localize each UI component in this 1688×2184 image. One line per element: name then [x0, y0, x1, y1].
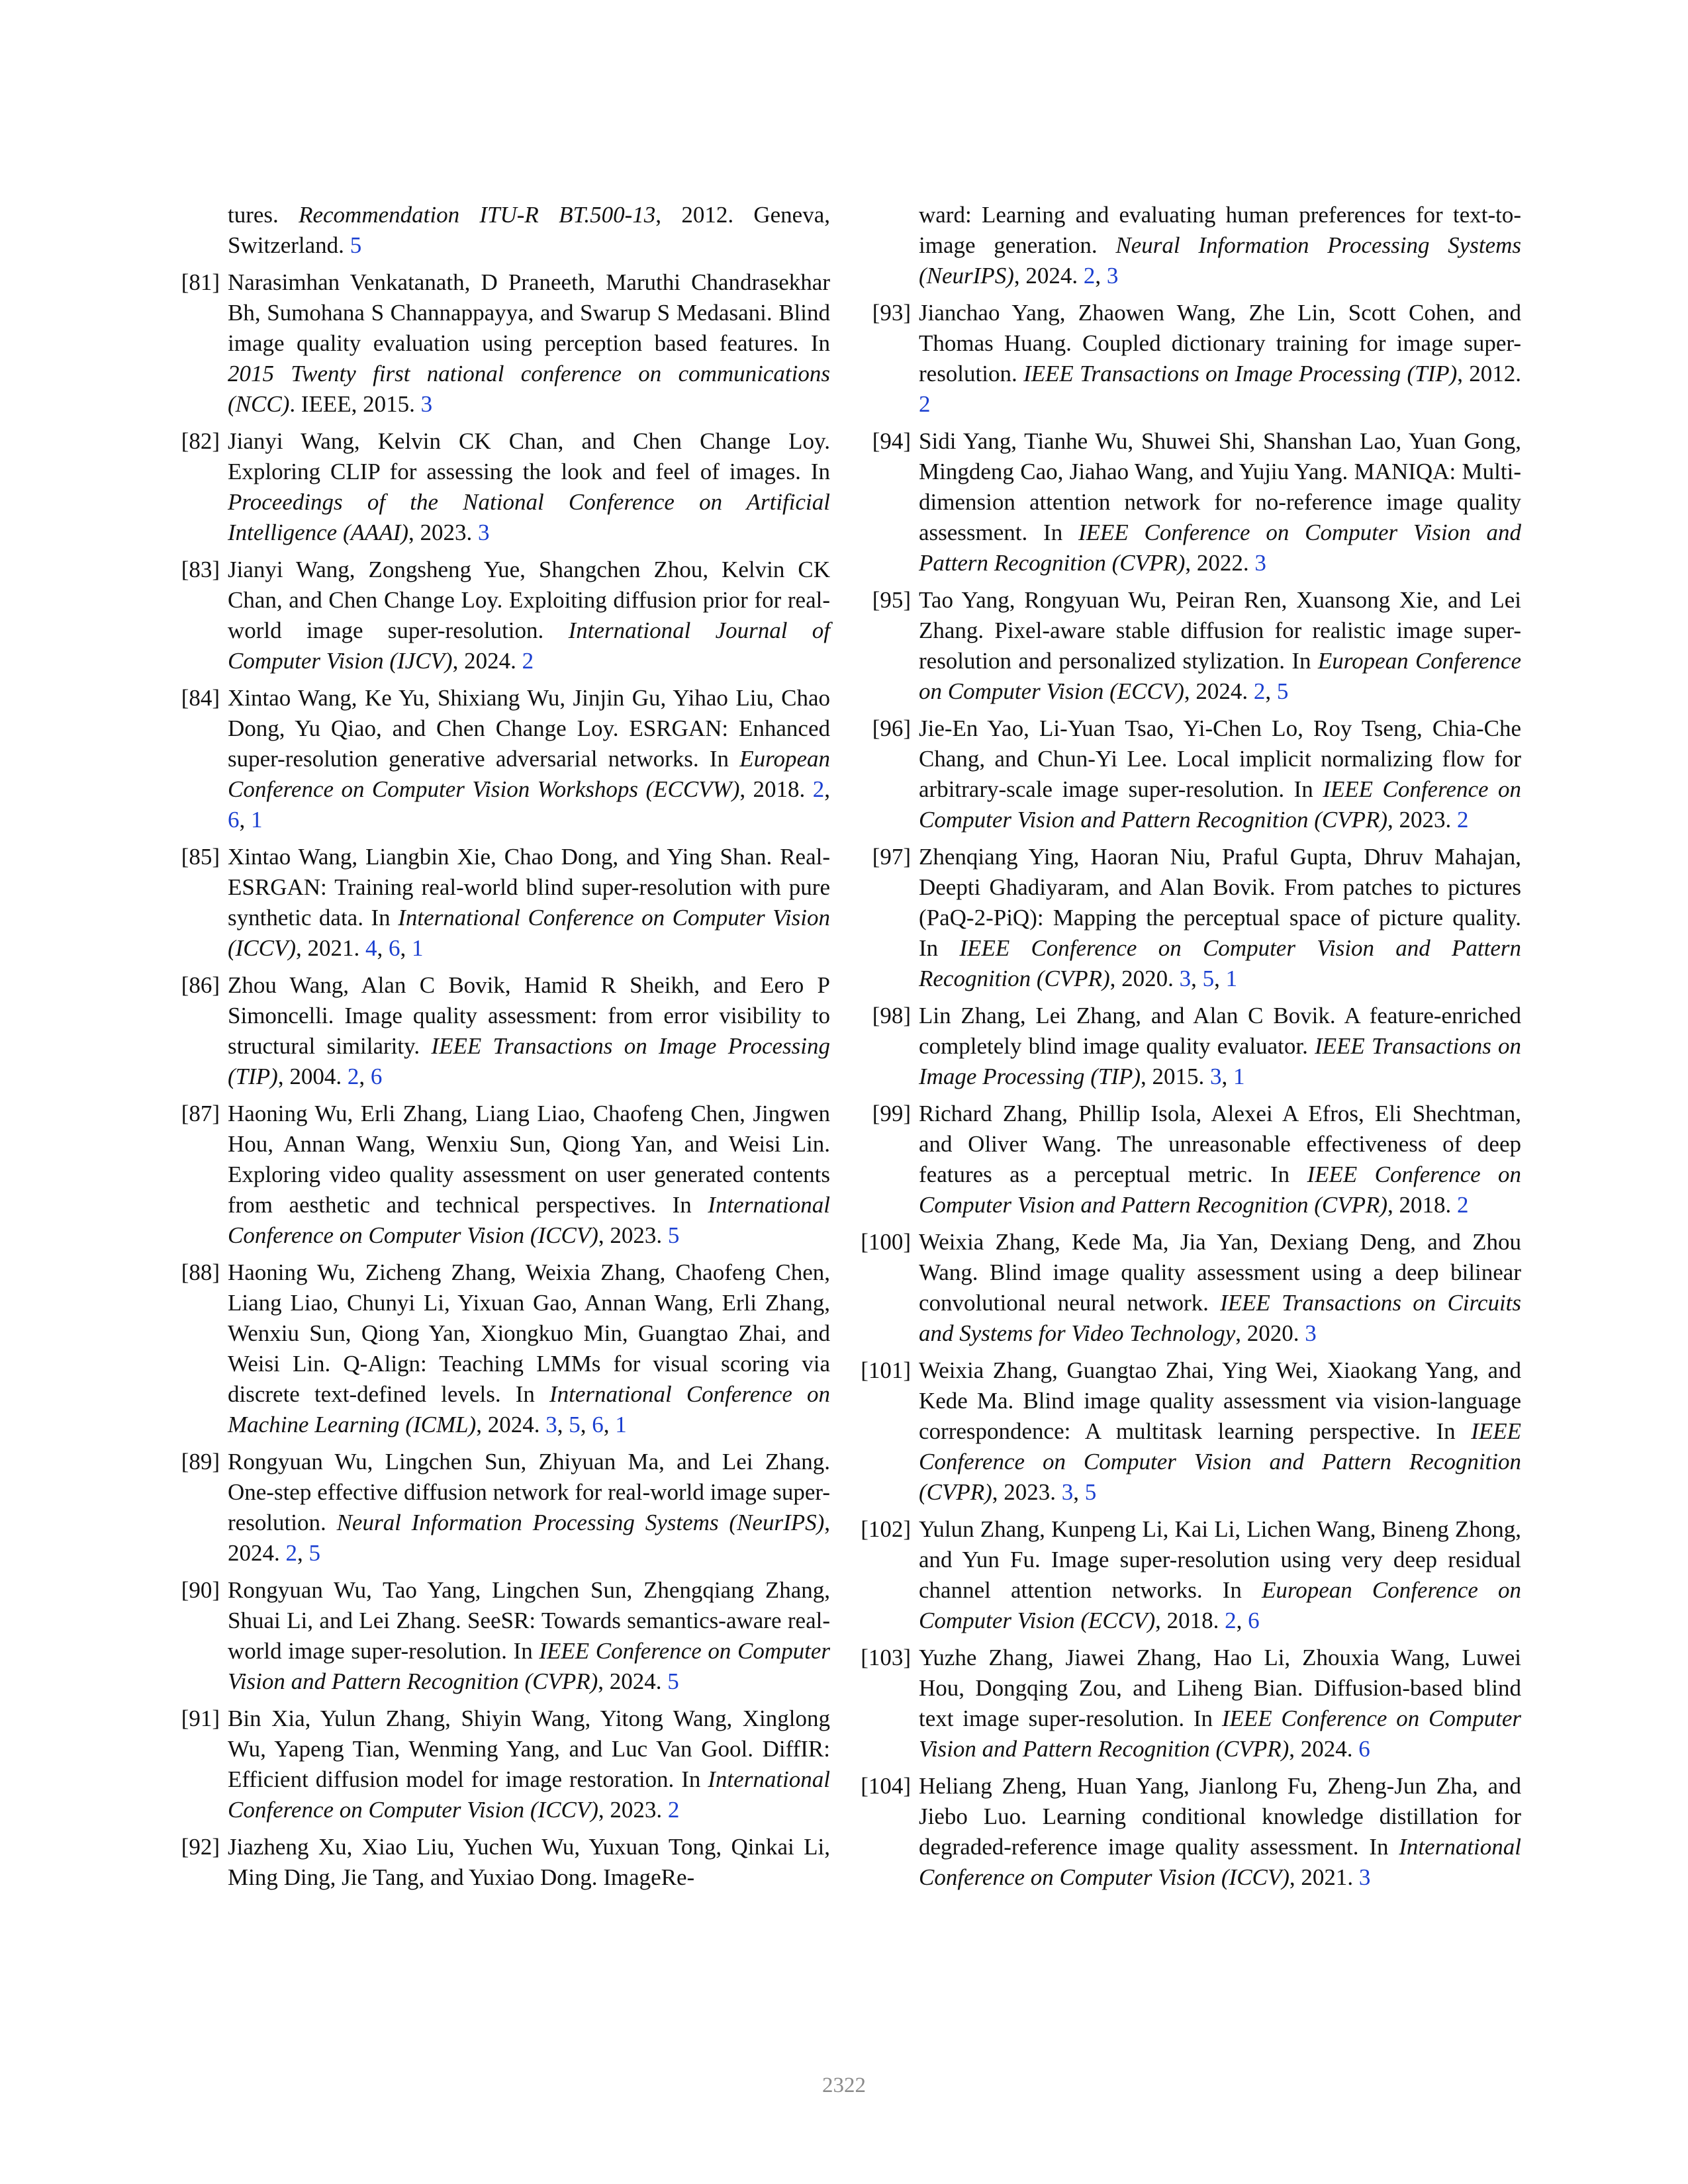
backref-page-link[interactable]: 2 — [522, 648, 534, 674]
reference-year: , 2012. Geneva, Switzerland. — [228, 202, 830, 258]
reference-entry: [85] Xintao Wang, Liangbin Xie, Chao Dong, and Ying Shan. Real-ESRGAN: Training real-world blind super-resolution with pure synthetic data. In International Conference on Computer Vision (ICCV), 2021. 4, 6, 1 — [167, 842, 830, 964]
reference-venue: IEEE Conference on Computer Vision and Pattern Recognition (CVPR) — [228, 1638, 831, 1694]
reference-entry — [858, 713, 1521, 835]
reference-year: , 2021. — [296, 935, 360, 961]
reference-authors-title: Heliang Zheng, Huan Yang, Jianlong Fu, Zheng-Jun Zha, and Jiebo Luo. Learning conditional knowledge distillation for degraded-reference image quality assessment. In — [919, 1773, 1521, 1860]
backref-page-link[interactable]: 2 — [1225, 1608, 1237, 1633]
reference-venue: IEEE Conference on Computer Vision and Pattern Recognition (CVPR) — [919, 935, 1522, 991]
backref-page-link[interactable]: 5 — [1276, 678, 1289, 704]
reference-authors-title: Haoning Wu, Erli Zhang, Liang Liao, Chaofeng Chen, Jingwen Hou, Annan Wang, Wenxiu Sun, Qiong Yan, and Weisi Lin. Exploring video quality assessment on user generated contents from aesthetic and technical perspectives. In — [228, 1101, 830, 1218]
reference-number: [88] — [181, 1259, 220, 1285]
reference-entry: [86] Zhou Wang, Alan C Bovik, Hamid R Sheikh, and Eero P Simoncelli. Image quality assessment: from error visibility to structural similarity. IEEE Transactions on Image Processing (TIP), 2004. 2, 6 — [167, 970, 830, 1092]
reference-authors-title: Jie-En Yao, Li-Yuan Tsao, Yi-Chen Lo, Roy Tseng, Chia-Che Chang, and Chun-Yi Lee. Local implicit normalizing flow for arbitrary-scale image super-resolution. In — [919, 715, 1521, 802]
backref-page-link[interactable]: 6 — [1248, 1608, 1260, 1633]
reference-year: , 2023. — [992, 1479, 1056, 1505]
backref-page-link[interactable]: 2 — [1457, 1192, 1469, 1218]
reference-year: , 2023. — [598, 1797, 663, 1823]
reference-entry — [858, 1771, 1521, 1893]
backref-page-link[interactable]: 6 — [370, 1064, 383, 1089]
reference-number: [93] — [872, 300, 911, 326]
backref-page-link[interactable]: 6 — [389, 935, 400, 961]
reference-entry: [98] Lin Zhang, Lei Zhang, and Alan C Bovik. A feature-enriched completely blind image quality evaluator. IEEE Transactions on Image Processing (TIP), 2015. 3, 1 — [858, 1001, 1521, 1092]
reference-venue: IEEE Conference on Computer Vision and Pattern Recognition (CVPR) — [919, 1706, 1522, 1762]
reference-number: [100] — [861, 1229, 911, 1255]
reference-entry — [858, 1099, 1521, 1220]
backref-page-link[interactable]: 3 — [1179, 966, 1192, 991]
reference-entry — [167, 1832, 830, 1893]
reference-number: [90] — [181, 1577, 220, 1603]
backref-page-link[interactable]: 3 — [478, 520, 490, 545]
backref-page-link[interactable]: 1 — [615, 1412, 627, 1437]
backref-page-link[interactable]: 3 — [545, 1412, 557, 1437]
reference-year: , 2023. — [408, 520, 473, 545]
reference-number: [98] — [872, 1003, 911, 1028]
reference-number: [83] — [181, 557, 220, 582]
reference-authors-title: Bin Xia, Yulun Zhang, Shiyin Wang, Yitong Wang, Xinglong Wu, Yapeng Tian, Wenming Yang, and Luc Van Gool. DiffIR: Efficient diffusion model for image restoration. In — [228, 1706, 830, 1792]
reference-number: [94] — [872, 428, 911, 454]
reference-year: , 2018. — [1387, 1192, 1452, 1218]
reference-year: , 2024. — [476, 1412, 540, 1437]
reference-number: [84] — [181, 685, 220, 711]
reference-year: , 2020. — [1109, 966, 1174, 991]
reference-authors-title: Jiazheng Xu, Xiao Liu, Yuchen Wu, Yuxuan Tong, Qinkai Li, Ming Ding, Jie Tang, and Yuxiao Dong. ImageRe- — [228, 1834, 830, 1890]
backref-page-link[interactable]: 3 — [1305, 1320, 1317, 1346]
reference-entry: [102] Yulun Zhang, Kunpeng Li, Kai Li, Lichen Wang, Bineng Zhong, and Yun Fu. Image super-resolution using very deep residual channel attention networks. In European Conference on Computer Vision (ECCV), 2018. 2, 6 — [858, 1514, 1521, 1636]
reference-venue: IEEE Conference on Computer Vision and Pattern Recognition (CVPR) — [919, 1418, 1521, 1505]
reference-authors-title: tures. — [228, 202, 279, 228]
reference-number: [101] — [861, 1357, 911, 1383]
reference-authors-title: Jianyi Wang, Kelvin CK Chan, and Chen Change Loy. Exploring CLIP for assessing the look and feel of images. In — [228, 428, 830, 484]
reference-year: , 2018. — [1155, 1608, 1219, 1633]
reference-venue: International Conference on Computer Vision (ICCV) — [919, 1834, 1521, 1890]
reference-number: [104] — [861, 1773, 911, 1799]
reference-entry — [858, 1643, 1521, 1764]
reference-authors-title: Jianyi Wang, Zongsheng Yue, Shangchen Zhou, Kelvin CK Chan, and Chen Change Loy. Exploiting diffusion prior for real-world image super-resolution. — [228, 557, 830, 643]
reference-authors-title: Weixia Zhang, Guangtao Zhai, Ying Wei, Xiaokang Yang, and Kede Ma. Blind image quality assessment via vision-language correspondence: A multitask learning perspective. In — [919, 1357, 1521, 1444]
backref-page-link[interactable]: 4 — [365, 935, 377, 961]
reference-venue: IEEE Conference on Computer Vision and Pattern Recognition (CVPR) — [919, 520, 1521, 576]
reference-authors-title: Narasimhan Venkatanath, D Praneeth, Maruthi Chandrasekhar Bh, Sumohana S Channappayya, and Swarup S Medasani. Blind image quality evaluation using perception based features. In — [228, 269, 830, 356]
reference-authors-title: Yulun Zhang, Kunpeng Li, Kai Li, Lichen Wang, Bineng Zhong, and Yun Fu. Image super-resolution using very deep residual channel attention networks. In — [919, 1516, 1521, 1603]
reference-number: [97] — [872, 844, 911, 870]
reference-year: , 2012. — [1457, 361, 1522, 387]
backref-page-link[interactable]: 3 — [1254, 550, 1266, 576]
backref-page-link[interactable]: 5 — [308, 1540, 320, 1566]
reference-year: , 2022. — [1185, 550, 1249, 576]
backref-page-link[interactable]: 2 — [1253, 678, 1266, 704]
backref-page-link[interactable]: 1 — [1225, 966, 1238, 991]
reference-entry — [167, 1099, 830, 1251]
reference-number: [92] — [181, 1834, 220, 1860]
reference-authors-title: Haoning Wu, Zicheng Zhang, Weixia Zhang, Chaofeng Chen, Liang Liao, Chunyi Li, Yixuan Gao, Annan Wang, Erli Zhang, Wenxiu Sun, Qiong Yan, Xiongkuo Min, Guangtao Zhai, and Weisi Lin. Q-Align: Teaching LMMs for visual scoring via discrete text-defined levels. In — [228, 1259, 830, 1407]
backref-page-link[interactable]: 3 — [1106, 263, 1119, 289]
backref-page-link[interactable]: 6 — [592, 1412, 604, 1437]
reference-number: [82] — [181, 428, 220, 454]
reference-venue: European Conference on Computer Vision (ECCV) — [919, 648, 1521, 704]
reference-authors-title: Yuzhe Zhang, Jiawei Zhang, Hao Li, Zhouxia Wang, Luwei Hou, Dongqing Zou, and Liheng Bian. Diffusion-based blind text image super-resolution. In — [919, 1645, 1521, 1731]
reference-venue: International Journal of Computer Vision (IJCV) — [228, 617, 831, 674]
reference-number: [87] — [181, 1101, 220, 1126]
reference-venue: Proceedings of the National Conference on Artificial Intelligence (AAAI) — [228, 489, 830, 545]
backref-page-link[interactable]: 1 — [412, 935, 424, 961]
reference-number: [81] — [181, 269, 220, 295]
reference-number: [86] — [181, 972, 220, 998]
reference-number: [85] — [181, 844, 220, 870]
reference-year: , 2023. — [1387, 807, 1452, 833]
reference-entry — [167, 200, 830, 261]
reference-year: . IEEE, 2015. — [289, 391, 415, 417]
reference-number: [96] — [872, 715, 911, 741]
reference-authors-title: Tao Yang, Rongyuan Wu, Peiran Ren, Xuansong Xie, and Lei Zhang. Pixel-aware stable diffusion for realistic image super-resolution and personalized stylization. In — [919, 587, 1521, 674]
backref-page-link[interactable]: 5 — [667, 1668, 679, 1694]
reference-authors-title: Richard Zhang, Phillip Isola, Alexei A Efros, Eli Shechtman, and Oliver Wang. The unreasonable effectiveness of deep features as a perceptual metric. In — [919, 1101, 1521, 1187]
reference-authors-title: Weixia Zhang, Kede Ma, Jia Yan, Dexiang Deng, and Zhou Wang. Blind image quality assessment using a deep bilinear convolutional neural network. — [919, 1229, 1521, 1316]
reference-year: , 2024. — [1013, 263, 1078, 289]
reference-venue: European Conference on Computer Vision (ECCV) — [919, 1577, 1522, 1633]
reference-number: [89] — [181, 1449, 220, 1475]
backref-page-link[interactable]: 3 — [1210, 1064, 1222, 1089]
backref-page-link[interactable]: 1 — [251, 807, 263, 833]
reference-entry — [858, 1227, 1521, 1349]
backref-page-link[interactable]: 6 — [228, 807, 240, 833]
reference-year: , 2023. — [598, 1222, 663, 1248]
reference-venue: International Conference on Machine Learning (ICML) — [228, 1381, 830, 1437]
reference-entry — [167, 1704, 830, 1825]
reference-authors-title: Zhenqiang Ying, Haoran Niu, Praful Gupta, Dhruv Mahajan, Deepti Ghadiyaram, and Alan Bovik. From patches to pictures (PaQ-2-PiQ): Mapping the perceptual space of picture quality. In — [919, 844, 1521, 961]
reference-authors-title: Sidi Yang, Tianhe Wu, Shuwei Shi, Shanshan Lao, Yuan Gong, Mingdeng Cao, Jiahao Wang, and Yujiu Yang. MANIQA: Multi-dimension attention network for no-reference image quality assessment. In — [919, 428, 1521, 545]
reference-year: , 2021. — [1289, 1864, 1354, 1890]
backref-page-link[interactable]: 2 — [285, 1540, 297, 1566]
reference-authors-title: Xintao Wang, Ke Yu, Shixiang Wu, Jinjin Gu, Yihao Liu, Chao Dong, Yu Qiao, and Chen Change Loy. ESRGAN: Enhanced super-resolution generative adversarial networks. In — [228, 685, 830, 772]
backref-page-link[interactable]: 5 — [1084, 1479, 1097, 1505]
reference-entry — [167, 426, 830, 548]
reference-venue: IEEE Transactions on Circuits and Systems for Video Technology — [919, 1290, 1522, 1346]
reference-entry — [858, 426, 1521, 578]
reference-authors-title: Xintao Wang, Liangbin Xie, Chao Dong, and Ying Shan. Real-ESRGAN: Training real-world blind super-resolution with pure synthetic data. In — [228, 844, 830, 931]
reference-venue: International Conference on Computer Vision (ICCV) — [228, 905, 831, 961]
reference-authors-title: Rongyuan Wu, Lingchen Sun, Zhiyuan Ma, and Lei Zhang. One-step effective diffusion network for real-world image super-resolution. — [228, 1449, 830, 1535]
reference-number: [103] — [861, 1645, 911, 1670]
backref-page-link[interactable]: 2 — [1457, 807, 1469, 833]
reference-venue: IEEE Conference on Computer Vision and Pattern Recognition (CVPR) — [919, 776, 1521, 833]
reference-venue: 2015 Twenty first national conference on communications (NCC) — [228, 361, 830, 417]
reference-authors-title: Rongyuan Wu, Tao Yang, Lingchen Sun, Zhengqiang Zhang, Shuai Li, and Lei Zhang. SeeSR: Towards semantics-aware real-world image super-resolution. In — [228, 1577, 830, 1664]
reference-column-left — [167, 200, 830, 1899]
reference-year: , 2024. — [1289, 1736, 1353, 1762]
reference-venue: IEEE Transactions on Image Processing (TIP) — [919, 1033, 1522, 1089]
reference-venue: Neural Information Processing Systems (NeurIPS) — [336, 1510, 825, 1535]
page-number: 2322 — [822, 2073, 866, 2097]
backref-page-link[interactable]: 3 — [420, 391, 433, 417]
reference-column-right — [858, 200, 1521, 1899]
backref-page-link[interactable]: 2 — [1083, 263, 1096, 289]
reference-entry: [97] Zhenqiang Ying, Haoran Niu, Praful Gupta, Dhruv Mahajan, Deepti Ghadiyaram, and Alan Bovik. From patches to pictures (PaQ-2-PiQ): Mapping the perceptual space of picture quality. In IEEE Conference on Computer Vision and Pattern Recognition (CVPR), 2020. 3, 5, 1 — [858, 842, 1521, 994]
backref-page-link[interactable]: 1 — [1233, 1064, 1245, 1089]
backref-page-link[interactable]: 2 — [812, 776, 825, 802]
reference-number: [102] — [861, 1516, 911, 1542]
reference-year: , 2024. — [452, 648, 516, 674]
reference-year: , 2024. — [598, 1668, 662, 1694]
reference-entry: [88] Haoning Wu, Zicheng Zhang, Weixia Zhang, Chaofeng Chen, Liang Liao, Chunyi Li, Yixuan Gao, Annan Wang, Erli Zhang, Wenxiu Sun, Qiong Yan, Xiongkuo Min, Guangtao Zhai, and Weisi Lin. Q-Align: Teaching LMMs for visual scoring via discrete text-defined levels. In International Conference on Machine Learning (ICML), 2024. 3, 5, 6, 1 — [167, 1257, 830, 1440]
reference-year: , 2015. — [1141, 1064, 1205, 1089]
reference-number: [99] — [872, 1101, 911, 1126]
reference-entry: [89] Rongyuan Wu, Lingchen Sun, Zhiyuan Ma, and Lei Zhang. One-step effective diffusion network for real-world image super-resolution. Neural Information Processing Systems (NeurIPS), 2024. 2, 5 — [167, 1447, 830, 1569]
reference-entry — [858, 298, 1521, 420]
reference-entry — [167, 267, 830, 420]
reference-year: , 2024. — [228, 1510, 831, 1566]
backref-page-link[interactable]: 2 — [667, 1797, 680, 1823]
backref-page-link[interactable]: 2 — [347, 1064, 359, 1089]
reference-entry — [167, 1575, 830, 1697]
reference-venue: IEEE Conference on Computer Vision and Pattern Recognition (CVPR) — [919, 1161, 1522, 1218]
reference-venue: IEEE Transactions on Image Processing (TIP) — [1023, 361, 1458, 387]
reference-entry — [167, 555, 830, 676]
reference-authors-title: Jianchao Yang, Zhaowen Wang, Zhe Lin, Scott Cohen, and Thomas Huang. Coupled dictionary training for image super-resolution. — [919, 300, 1521, 387]
reference-venue: Neural Information Processing Systems (NeurIPS) — [919, 232, 1521, 289]
backref-page-link[interactable]: 5 — [569, 1412, 581, 1437]
reference-year: , 2020. — [1235, 1320, 1299, 1346]
backref-page-link[interactable]: 3 — [1061, 1479, 1074, 1505]
reference-authors-title: Zhou Wang, Alan C Bovik, Hamid R Sheikh, and Eero P Simoncelli. Image quality assessment: from error visibility to structural similarity. — [228, 972, 830, 1059]
reference-number: [95] — [872, 587, 911, 613]
reference-entry: [95] Tao Yang, Rongyuan Wu, Peiran Ren, Xuansong Xie, and Lei Zhang. Pixel-aware stable diffusion for realistic image super-resolution and personalized stylization. In European Conference on Computer Vision (ECCV), 2024. 2, 5 — [858, 585, 1521, 707]
reference-venue: International Conference on Computer Vision (ICCV) — [228, 1766, 830, 1823]
reference-year: , 2004. — [277, 1064, 342, 1089]
reference-venue: Recommendation ITU-R BT.500-13 — [299, 202, 656, 228]
reference-entry: ward: Learning and evaluating human preferences for text-to-image generation. Neural Information Processing Systems (NeurIPS), 2024. 2, 3 — [919, 202, 1521, 289]
backref-page-link[interactable]: 6 — [1358, 1736, 1370, 1762]
reference-year: , 2018. — [739, 776, 806, 802]
backref-page-link[interactable]: 3 — [1358, 1864, 1371, 1890]
reference-entry: [84] Xintao Wang, Ke Yu, Shixiang Wu, Jinjin Gu, Yihao Liu, Chao Dong, Yu Qiao, and Chen Change Loy. ESRGAN: Enhanced super-resolution generative adversarial networks. In European Conference on Computer Vision Workshops (ECCVW), 2018. 2, 6, 1 — [167, 683, 830, 835]
backref-page-link[interactable]: 5 — [350, 232, 362, 258]
reference-number: [91] — [181, 1706, 220, 1731]
reference-venue: IEEE Transactions on Image Processing (TIP) — [228, 1033, 831, 1089]
reference-entry: [101] Weixia Zhang, Guangtao Zhai, Ying Wei, Xiaokang Yang, and Kede Ma. Blind image quality assessment via vision-language correspondence: A multitask learning perspective. In IEEE Conference on Computer Vision and Pattern Recognition (CVPR), 2023. 3, 5 — [858, 1355, 1521, 1508]
reference-year: , 2024. — [1184, 678, 1248, 704]
reference-authors-title: Lin Zhang, Lei Zhang, and Alan C Bovik. A feature-enriched completely blind image quality evaluator. — [919, 1003, 1521, 1059]
backref-page-link[interactable]: 5 — [1202, 966, 1215, 991]
backref-page-link[interactable]: 5 — [667, 1222, 680, 1248]
reference-venue: European Conference on Computer Vision Workshops (ECCVW) — [228, 746, 830, 802]
reference-venue: International Conference on Computer Vision (ICCV) — [228, 1192, 831, 1248]
reference-authors-title: ward: Learning and evaluating human preferences for text-to-image generation. — [919, 202, 1521, 258]
backref-page-link[interactable]: 2 — [919, 391, 931, 417]
